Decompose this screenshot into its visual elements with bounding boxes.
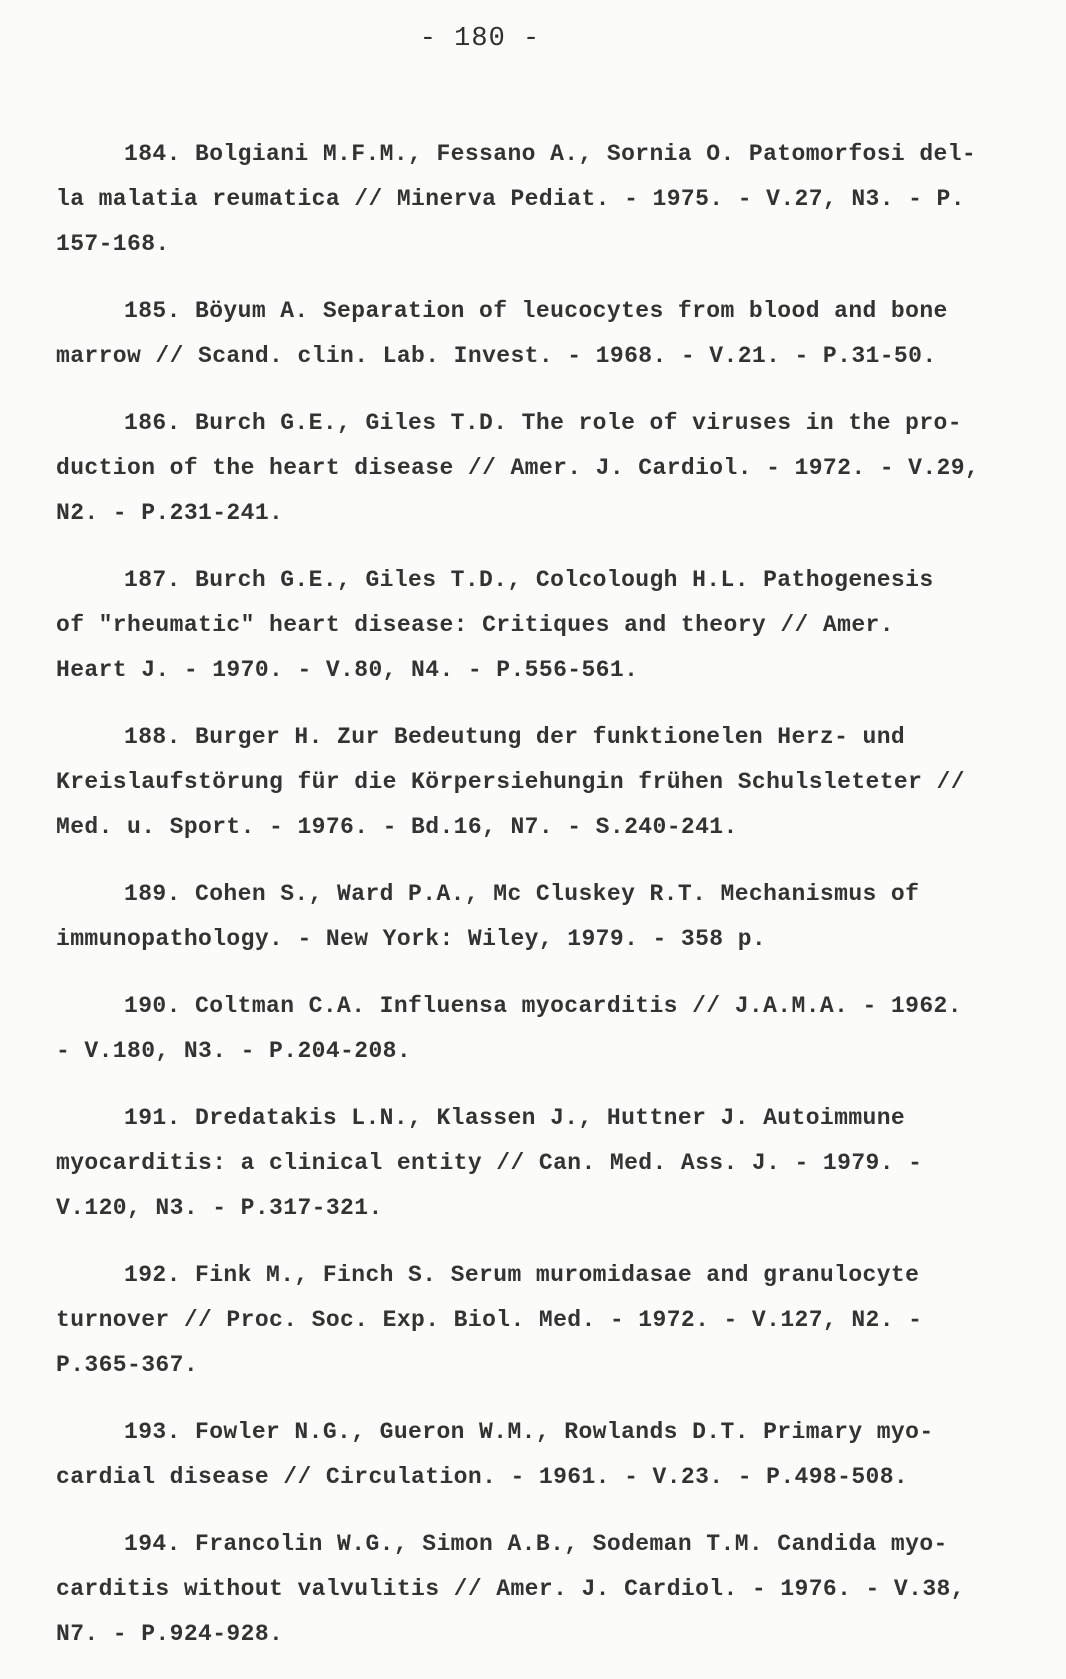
- reference-entry: [56, 1253, 996, 1388]
- reference-line: 193. Fowler N.G., Gueron W.M., Rowlands D.T. Primary myo-: [124, 1419, 934, 1445]
- reference-line: 184. Bolgiani M.F.M., Fessano A., Sornia O. Patomorfosi del-: [124, 141, 977, 167]
- page-number: - 180 -: [419, 24, 541, 54]
- reference-line: V.120, N3. - P.317-321.: [56, 1195, 383, 1221]
- reference-entry: [56, 1522, 996, 1657]
- reference-line: 189. Cohen S., Ward P.A., Mc Cluskey R.T. Mechanismus of: [124, 881, 920, 907]
- reference-line: marrow // Scand. clin. Lab. Invest. - 1968. - V.21. - P.31-50.: [56, 343, 937, 369]
- reference-line: la malatia reumatica // Minerva Pediat. - 1975. - V.27, N3. - P.: [56, 186, 965, 212]
- reference-line: 192. Fink M., Finch S. Serum muromidasae and granulocyte: [124, 1262, 920, 1288]
- reference-entry: [56, 715, 996, 850]
- reference-line: duction of the heart disease // Amer. J. Cardiol. - 1972. - V.29,: [56, 455, 980, 481]
- reference-line: carditis without valvulitis // Amer. J. Cardiol. - 1976. - V.38,: [56, 1576, 965, 1602]
- reference-line: cardial disease // Circulation. - 1961. - V.23. - P.498-508.: [56, 1464, 909, 1490]
- reference-entry: [56, 132, 996, 267]
- reference-line: N2. - P.231-241.: [56, 500, 284, 526]
- reference-entry: [56, 1410, 996, 1500]
- reference-line: myocarditis: a clinical entity // Can. Med. Ass. J. - 1979. -: [56, 1150, 923, 1176]
- reference-entry: [56, 289, 996, 379]
- reference-entry: [56, 558, 996, 693]
- reference-line: turnover // Proc. Soc. Exp. Biol. Med. - 1972. - V.127, N2. -: [56, 1307, 923, 1333]
- reference-line: - V.180, N3. - P.204-208.: [56, 1038, 412, 1064]
- reference-list: [56, 132, 996, 1679]
- reference-line: 188. Burger H. Zur Bedeutung der funktionelen Herz- und: [124, 724, 906, 750]
- reference-line: immunopathology. - New York: Wiley, 1979. - 358 p.: [56, 926, 767, 952]
- reference-line: 186. Burch G.E., Giles T.D. The role of viruses in the pro-: [124, 410, 962, 436]
- reference-entry: [56, 872, 996, 962]
- reference-line: 187. Burch G.E., Giles T.D., Colcolough H.L. Pathogenesis: [124, 567, 934, 593]
- reference-entry: [56, 401, 996, 536]
- reference-line: Heart J. - 1970. - V.80, N4. - P.556-561.: [56, 657, 639, 683]
- reference-line: of "rheumatic" heart disease: Critiques and theory // Amer.: [56, 612, 894, 638]
- reference-line: P.365-367.: [56, 1352, 199, 1378]
- reference-line: 185. Böyum A. Separation of leucocytes from blood and bone: [124, 298, 948, 324]
- reference-line: 157-168.: [56, 231, 170, 257]
- reference-line: 190. Coltman C.A. Influensa myocarditis // J.A.M.A. - 1962.: [124, 993, 962, 1019]
- reference-entry: [56, 1096, 996, 1231]
- reference-line: 194. Francolin W.G., Simon A.B., Sodeman T.M. Candida myo-: [124, 1531, 948, 1557]
- reference-line: Kreislaufstörung für die Körpersiehungin frühen Schulsleteter //: [56, 769, 965, 795]
- reference-line: Med. u. Sport. - 1976. - Bd.16, N7. - S.240-241.: [56, 814, 738, 840]
- reference-entry: [56, 984, 996, 1074]
- reference-line: 191. Dredatakis L.N., Klassen J., Huttner J. Autoimmune: [124, 1105, 906, 1131]
- reference-line: N7. - P.924-928.: [56, 1621, 284, 1647]
